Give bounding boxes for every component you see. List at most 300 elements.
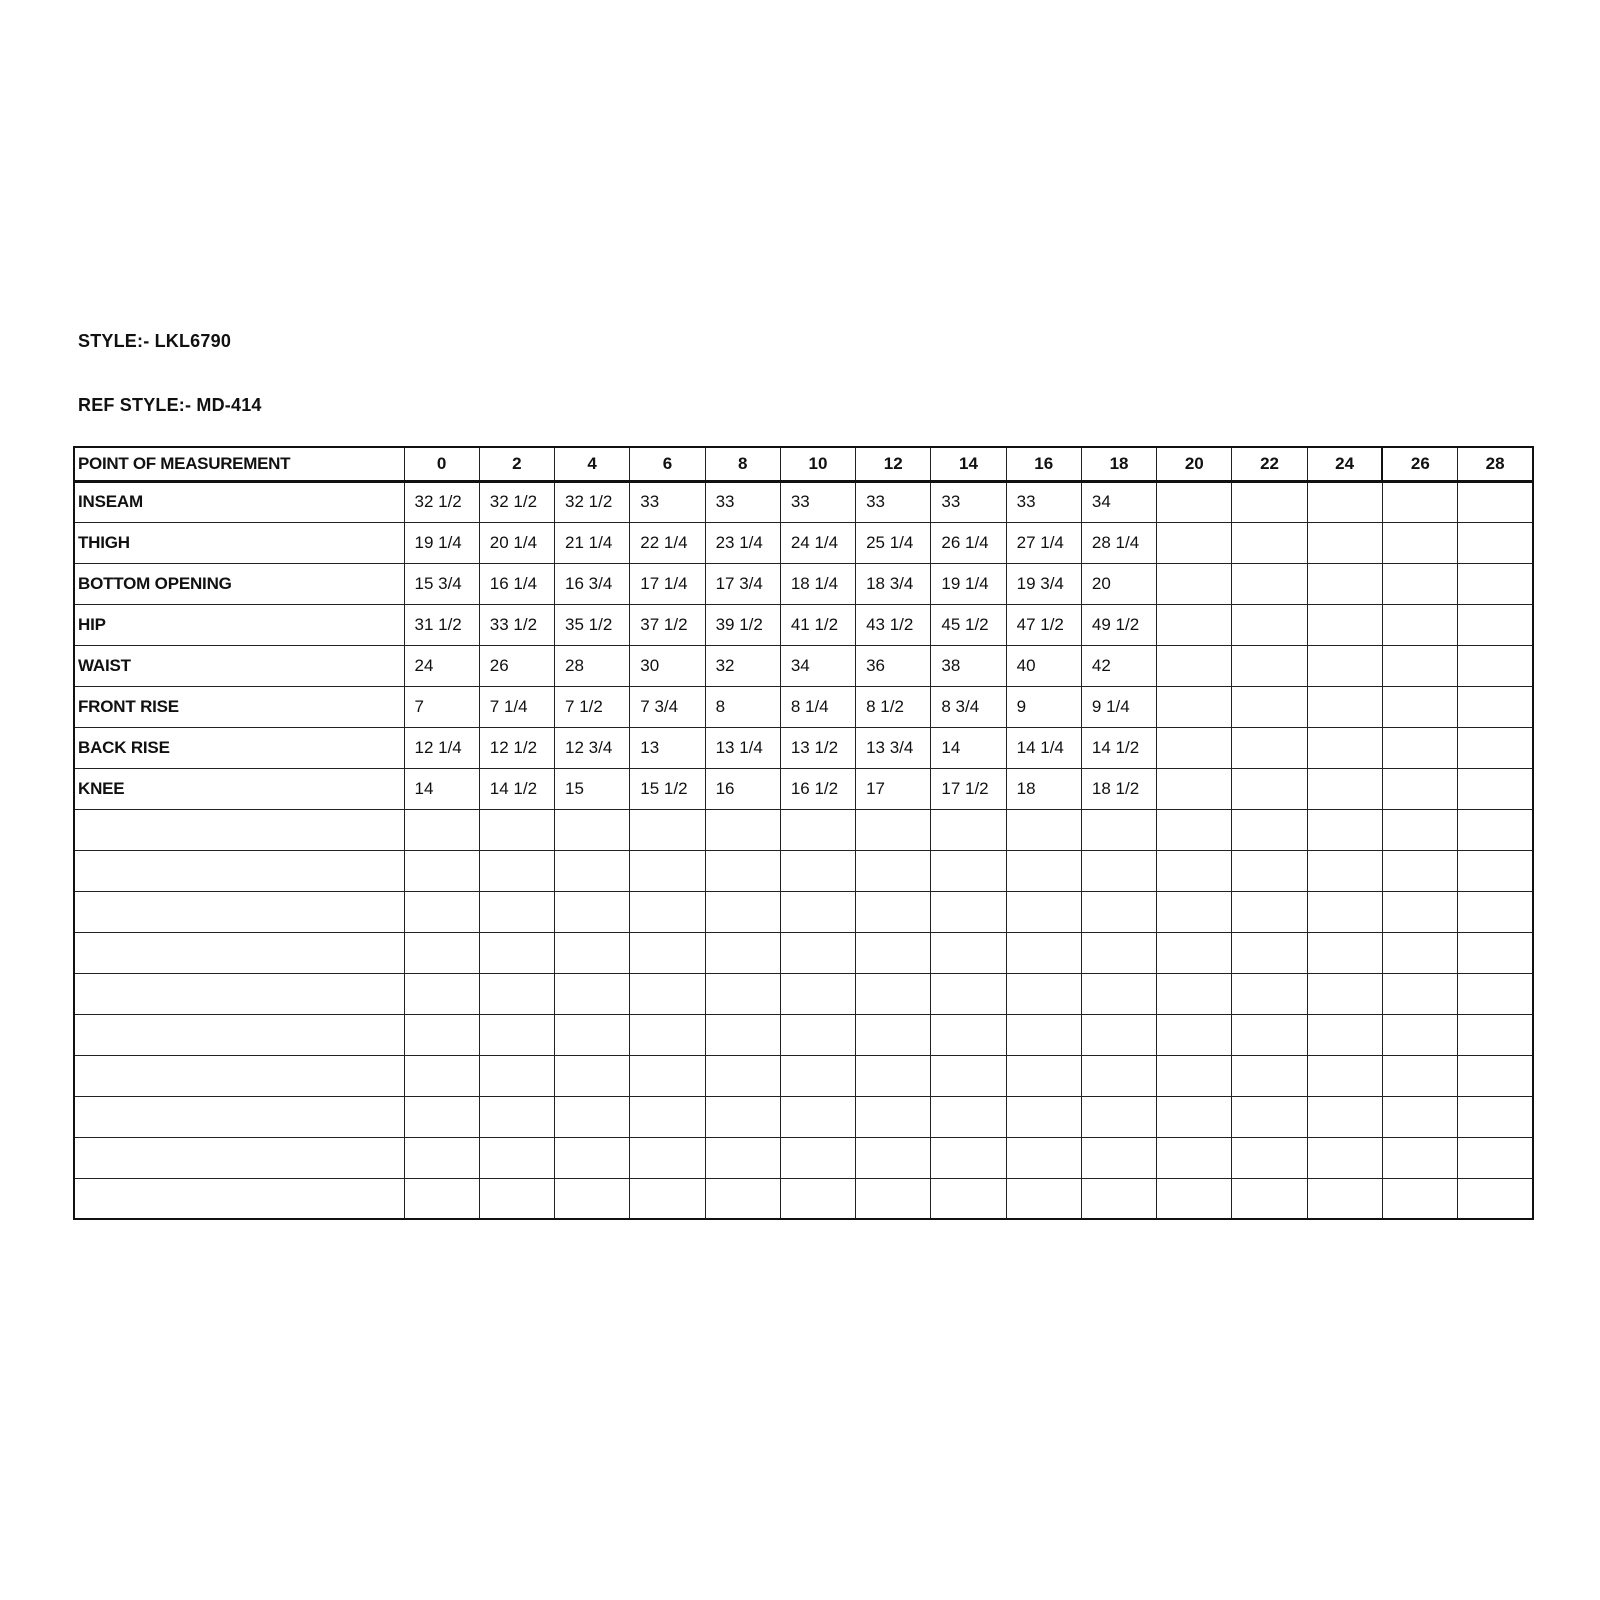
measurement-cell [705,1014,780,1055]
measurement-cell [555,1178,630,1219]
measurement-cell: 27 1/4 [1006,522,1081,563]
measurement-cell [479,1014,554,1055]
measurement-cell: 26 [479,645,554,686]
measurement-cell: 15 3/4 [404,563,479,604]
measurement-cell [1458,522,1533,563]
measurement-label: FRONT RISE [74,686,404,727]
measurement-cell [1232,645,1307,686]
measurement-cell [1157,768,1232,809]
measurement-cell: 32 1/2 [404,481,479,522]
measurement-cell [931,973,1006,1014]
measurement-cell: 8 1/2 [856,686,931,727]
measurement-cell [1382,645,1457,686]
measurement-cell [780,891,855,932]
measurement-cell [555,1055,630,1096]
measurement-cell: 34 [1081,481,1156,522]
measurement-cell: 7 3/4 [630,686,705,727]
measurement-cell [931,1055,1006,1096]
measurement-cell: 25 1/4 [856,522,931,563]
table-row [74,522,1533,563]
header-size-18: 18 [1081,447,1156,481]
measurement-cell [1458,973,1533,1014]
measurement-cell: 15 [555,768,630,809]
table-row [74,809,1533,850]
measurement-cell [1307,1137,1382,1178]
measurement-cell [1081,1178,1156,1219]
measurement-label [74,932,404,973]
measurement-cell: 8 1/4 [780,686,855,727]
header-size-16: 16 [1006,447,1081,481]
measurement-label [74,850,404,891]
measurement-cell: 22 1/4 [630,522,705,563]
measurement-label [74,1014,404,1055]
measurement-cell [404,1014,479,1055]
measurement-cell [1458,1055,1533,1096]
measurement-cell [1382,1096,1457,1137]
measurement-cell [1081,1055,1156,1096]
header-size-10: 10 [780,447,855,481]
measurement-cell [1232,1137,1307,1178]
header-size-24: 24 [1307,447,1382,481]
measurement-cell: 14 1/4 [1006,727,1081,768]
measurement-label [74,1178,404,1219]
measurement-cell [1307,809,1382,850]
measurement-cell [1232,727,1307,768]
measurement-cell [856,1055,931,1096]
measurement-cell [1081,809,1156,850]
measurement-cell [404,1178,479,1219]
style-number: STYLE:- LKL6790 [78,331,232,351]
measurement-cell [1232,891,1307,932]
measurement-cell: 13 1/4 [705,727,780,768]
measurement-cell: 16 1/4 [479,563,554,604]
measurement-cell [705,809,780,850]
measurement-cell: 17 1/4 [630,563,705,604]
measurement-cell: 16 1/2 [780,768,855,809]
measurement-label [74,973,404,1014]
measurement-cell [1157,1096,1232,1137]
measurement-label [74,1096,404,1137]
measurement-cell [404,891,479,932]
measurement-cell [1157,481,1232,522]
measurement-cell [1382,563,1457,604]
measurement-cell [705,932,780,973]
measurement-cell [1006,1055,1081,1096]
measurement-cell: 24 [404,645,479,686]
measurement-cell [1458,1096,1533,1137]
table-row [74,850,1533,891]
measurement-cell [1157,1178,1232,1219]
measurement-cell [1458,932,1533,973]
measurement-cell [1157,522,1232,563]
measurement-cell [856,973,931,1014]
measurement-cell [1006,973,1081,1014]
measurement-cell [1232,1096,1307,1137]
measurement-cell [630,809,705,850]
measurement-cell [1307,1178,1382,1219]
measurement-cell: 13 3/4 [856,727,931,768]
measurement-cell: 20 [1081,563,1156,604]
table-row [74,1096,1533,1137]
measurement-cell [1006,1178,1081,1219]
measurement-cell [479,1137,554,1178]
measurement-cell: 19 1/4 [931,563,1006,604]
measurement-label: WAIST [74,645,404,686]
measurement-cell [705,1096,780,1137]
measurement-cell [1458,850,1533,891]
measurement-cell [1382,1055,1457,1096]
measurement-cell: 18 1/2 [1081,768,1156,809]
measurement-cell: 37 1/2 [630,604,705,645]
measurement-cell: 14 [404,768,479,809]
measurement-cell [479,850,554,891]
measurement-cell: 26 1/4 [931,522,1006,563]
measurement-cell [630,1055,705,1096]
measurement-cell: 7 [404,686,479,727]
measurement-cell: 33 [856,481,931,522]
measurement-cell: 19 1/4 [404,522,479,563]
measurement-cell [1081,891,1156,932]
header-size-22: 22 [1232,447,1307,481]
measurement-cell: 23 1/4 [705,522,780,563]
table-row [74,563,1533,604]
header-size-2: 2 [479,447,554,481]
measurement-cell [856,809,931,850]
measurement-cell [1382,891,1457,932]
measurement-cell: 31 1/2 [404,604,479,645]
measurement-cell: 12 1/2 [479,727,554,768]
measurement-cell [1157,727,1232,768]
measurement-cell [1157,891,1232,932]
measurement-cell [1382,809,1457,850]
measurement-cell [1307,973,1382,1014]
measurement-cell [1232,604,1307,645]
measurement-cell [1157,563,1232,604]
measurement-cell: 18 1/4 [780,563,855,604]
measurement-cell: 14 1/2 [1081,727,1156,768]
measurement-cell [1307,932,1382,973]
measurement-cell [1081,1014,1156,1055]
measurement-cell [1307,1055,1382,1096]
measurement-cell: 32 1/2 [555,481,630,522]
measurement-cell [555,1014,630,1055]
measurement-cell [1006,1096,1081,1137]
measurement-cell [479,1096,554,1137]
measurement-cell [931,1178,1006,1219]
measurement-label: BACK RISE [74,727,404,768]
measurement-cell: 18 3/4 [856,563,931,604]
measurement-cell [1232,481,1307,522]
measurement-cell: 28 [555,645,630,686]
measurement-cell [1157,932,1232,973]
measurement-cell: 33 [1006,481,1081,522]
measurement-cell [1006,932,1081,973]
table-row [74,604,1533,645]
measurement-cell: 34 [780,645,855,686]
measurement-cell [1157,645,1232,686]
measurement-cell: 15 1/2 [630,768,705,809]
measurement-cell [1458,1014,1533,1055]
measurement-cell [404,850,479,891]
header-size-8: 8 [705,447,780,481]
measurement-cell [630,1178,705,1219]
measurement-cell: 20 1/4 [479,522,554,563]
measurement-cell [1232,522,1307,563]
measurement-cell [1458,768,1533,809]
measurement-cell [1157,1137,1232,1178]
measurement-cell [1307,645,1382,686]
measurement-cell [705,973,780,1014]
measurement-cell [555,809,630,850]
measurement-label [74,1055,404,1096]
measurement-cell [1382,1137,1457,1178]
measurement-label [74,1137,404,1178]
table-row [74,768,1533,809]
measurement-cell: 14 1/2 [479,768,554,809]
measurement-cell [630,891,705,932]
measurement-cell [479,1055,554,1096]
measurement-cell [1232,973,1307,1014]
measurement-cell [1382,932,1457,973]
measurement-cell: 13 [630,727,705,768]
measurement-label: THIGH [74,522,404,563]
measurement-cell [931,1096,1006,1137]
header-size-26: 26 [1382,447,1457,481]
measurement-cell [1081,1096,1156,1137]
header-size-0: 0 [404,447,479,481]
measurement-cell: 24 1/4 [780,522,855,563]
measurement-cell: 7 1/4 [479,686,554,727]
measurement-cell: 49 1/2 [1081,604,1156,645]
measurement-cell [931,891,1006,932]
measurement-cell [1307,1014,1382,1055]
measurement-cell [1458,1137,1533,1178]
measurement-cell [780,1137,855,1178]
measurement-cell [1232,1055,1307,1096]
measurement-cell: 8 [705,686,780,727]
measurement-cell [780,1014,855,1055]
measurement-label: KNEE [74,768,404,809]
measurement-cell [1006,891,1081,932]
table-row [74,1178,1533,1219]
measurement-cell [1307,563,1382,604]
measurement-cell [856,891,931,932]
measurement-cell: 9 [1006,686,1081,727]
measurement-cell [1307,481,1382,522]
measurement-cell [1307,686,1382,727]
measurement-cell [479,809,554,850]
measurement-cell [1382,727,1457,768]
measurement-cell [1232,686,1307,727]
measurement-cell: 33 [931,481,1006,522]
measurement-cell: 14 [931,727,1006,768]
measurement-cell [1382,1014,1457,1055]
measurement-cell [856,1178,931,1219]
measurement-cell [856,932,931,973]
measurement-cell [705,1178,780,1219]
measurement-cell [1458,727,1533,768]
measurement-cell: 42 [1081,645,1156,686]
measurement-cell: 35 1/2 [555,604,630,645]
measurement-cell: 8 3/4 [931,686,1006,727]
measurement-cell: 33 1/2 [479,604,554,645]
measurement-cell [780,932,855,973]
measurement-label [74,891,404,932]
measurement-cell [1307,522,1382,563]
measurement-cell [1307,768,1382,809]
measurement-cell [1157,1014,1232,1055]
measurement-cell [780,973,855,1014]
header-size-20: 20 [1157,447,1232,481]
measurement-cell [630,1014,705,1055]
table-row [74,1014,1533,1055]
measurement-cell [1232,1014,1307,1055]
measurement-cell: 16 3/4 [555,563,630,604]
table-row [74,932,1533,973]
measurement-cell [780,809,855,850]
measurement-cell: 21 1/4 [555,522,630,563]
measurement-cell: 7 1/2 [555,686,630,727]
measurement-cell [1382,481,1457,522]
measurement-cell [404,1055,479,1096]
measurement-cell [1307,1096,1382,1137]
measurement-cell [856,1014,931,1055]
table-row [74,727,1533,768]
measurement-cell [1157,1055,1232,1096]
measurement-cell [1232,932,1307,973]
measurement-cell: 43 1/2 [856,604,931,645]
measurement-cell: 40 [1006,645,1081,686]
measurement-cell [856,1096,931,1137]
table-row [74,973,1533,1014]
measurement-cell [630,973,705,1014]
table-row [74,686,1533,727]
measurement-cell: 33 [705,481,780,522]
measurement-cell [1157,850,1232,891]
measurement-cell [404,1096,479,1137]
measurement-cell [1458,481,1533,522]
table-header-row [74,447,1533,481]
measurement-cell [705,1137,780,1178]
measurement-cell [1382,850,1457,891]
measurement-cell [1382,1178,1457,1219]
measurement-cell: 13 1/2 [780,727,855,768]
measurement-cell: 16 [705,768,780,809]
measurement-cell [555,973,630,1014]
measurement-cell [780,850,855,891]
measurement-cell [1458,563,1533,604]
measurement-cell [1081,973,1156,1014]
table-row [74,891,1533,932]
measurement-cell: 18 [1006,768,1081,809]
measurement-cell [1157,973,1232,1014]
measurement-cell: 36 [856,645,931,686]
measurement-cell: 17 3/4 [705,563,780,604]
measurement-cell [1157,686,1232,727]
measurement-table [73,446,1534,1220]
measurement-cell [931,850,1006,891]
table-row [74,1137,1533,1178]
measurement-cell [404,1137,479,1178]
measurement-cell [479,891,554,932]
header-size-6: 6 [630,447,705,481]
measurement-cell [780,1096,855,1137]
measurement-cell [1458,1178,1533,1219]
measurement-label: HIP [74,604,404,645]
measurement-cell [555,1096,630,1137]
header-point-of-measurement: POINT OF MEASUREMENT [74,447,404,481]
measurement-cell [1232,768,1307,809]
measurement-cell: 17 1/2 [931,768,1006,809]
measurement-cell [1232,563,1307,604]
measurement-cell [1458,645,1533,686]
measurement-cell [1458,809,1533,850]
measurement-cell [630,850,705,891]
measurement-cell [555,891,630,932]
measurement-cell: 19 3/4 [1006,563,1081,604]
measurement-cell: 33 [630,481,705,522]
measurement-cell [780,1178,855,1219]
measurement-cell [1232,1178,1307,1219]
measurement-cell [1006,1137,1081,1178]
measurement-cell [931,1137,1006,1178]
measurement-cell [1232,809,1307,850]
measurement-cell [1307,727,1382,768]
measurement-cell [404,973,479,1014]
measurement-cell [1458,686,1533,727]
table-row [74,645,1533,686]
measurement-label [74,809,404,850]
measurement-cell: 30 [630,645,705,686]
measurement-cell [931,1014,1006,1055]
measurement-cell [1081,1137,1156,1178]
measurement-cell: 32 1/2 [479,481,554,522]
measurement-cell [1382,973,1457,1014]
measurement-cell [479,932,554,973]
measurement-cell: 17 [856,768,931,809]
measurement-cell [1081,932,1156,973]
table-row [74,481,1533,522]
measurement-cell [1382,686,1457,727]
header-size-12: 12 [856,447,931,481]
measurement-cell [856,1137,931,1178]
measurement-cell [856,850,931,891]
measurement-cell [1307,604,1382,645]
measurement-cell [555,1137,630,1178]
measurement-cell [1006,809,1081,850]
measurement-cell [1307,891,1382,932]
measurement-cell [479,1178,554,1219]
measurement-cell [404,809,479,850]
measurement-cell [1232,850,1307,891]
measurement-cell [555,932,630,973]
header-size-14: 14 [931,447,1006,481]
ref-style-number: REF STYLE:- MD-414 [78,395,262,415]
measurement-cell [1307,850,1382,891]
measurement-cell: 33 [780,481,855,522]
table-row [74,1055,1533,1096]
measurement-cell: 38 [931,645,1006,686]
measurement-cell [705,1055,780,1096]
measurement-cell [630,1137,705,1178]
measurement-cell: 39 1/2 [705,604,780,645]
measurement-cell [931,932,1006,973]
measurement-cell [1006,1014,1081,1055]
measurement-cell [1382,768,1457,809]
measurement-cell [705,891,780,932]
measurement-cell: 12 3/4 [555,727,630,768]
measurement-label: INSEAM [74,481,404,522]
